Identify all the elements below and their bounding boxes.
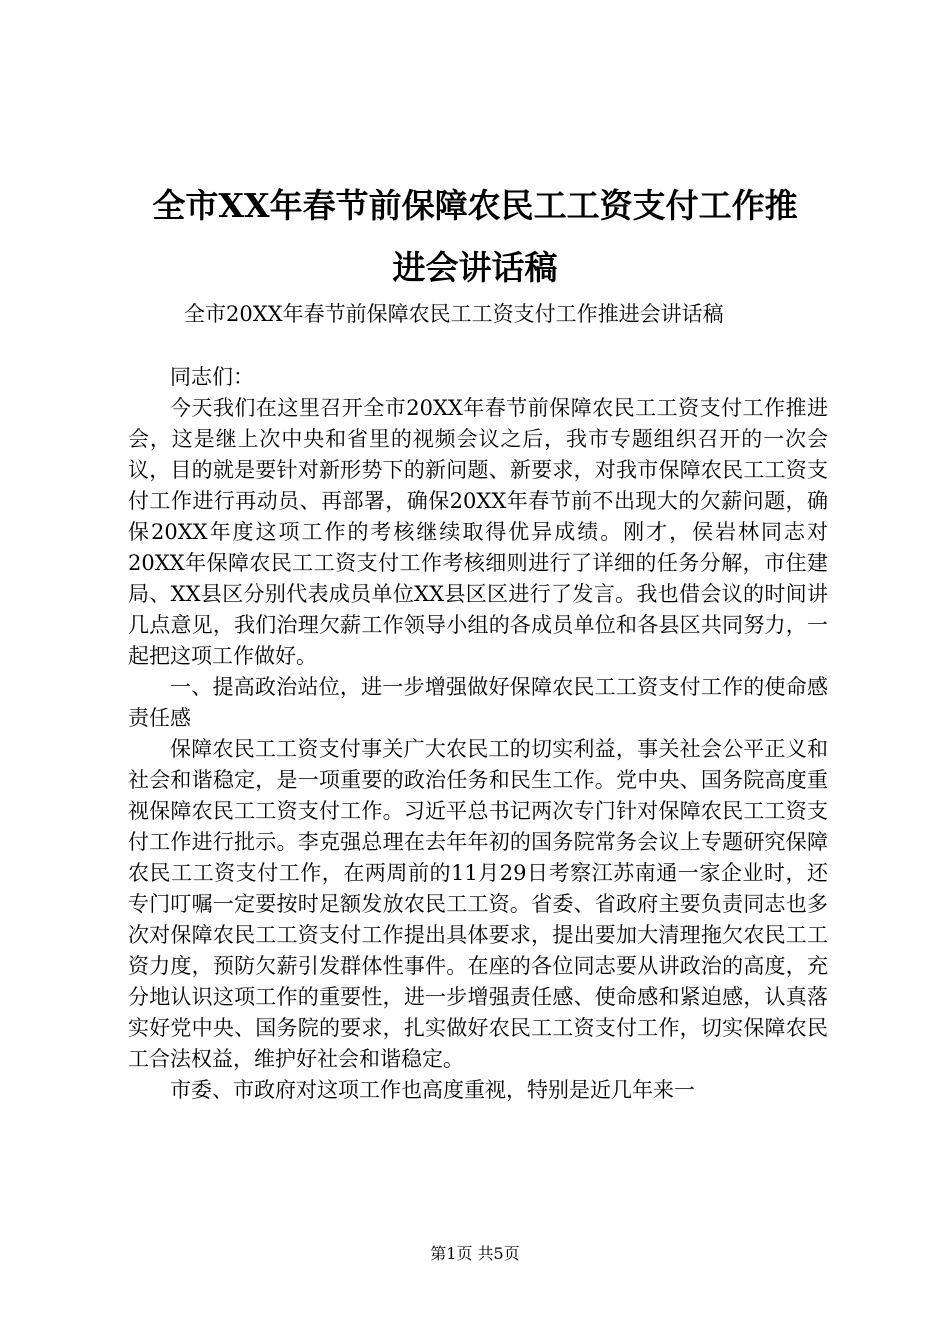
body-paragraph: 保障农民工工资支付事关广大农民工的切实利益，事关社会公平正义和社会和谐稳定，是一项重要的政治任务和民生工作。党中央、国务院高度重视保障农民工工资支付工作。习近平总书记两次专门针对保障农民工工资支付工作进行批示。李克强总理在去年年初的国务院常务会议上专题研究保障农民工工资支付工作，在两周前的11月29日考察江苏南通一家企业时，还专门叮嘱一定要按时足额发放农民工工资。省委、省政府主要负责同志也多次对保障农民工工资支付工作提出具体要求，提出要加大清理拖欠农民工工资力度，预防欠薪引发群体性事件。在座的各位同志要从讲政治的高度，充分地认识这项工作的重要性，进一步增强责任感、使命感和紧迫感，认真落实好党中央、国务院的要求，扎实做好农民工工资支付工作，切实保障农民工合法权益，维护好社会和谐稳定。	[128, 737, 828, 1071]
section-heading: 一、提高政治站位，进一步增强做好保障农民工工资支付工作的使命感责任感	[128, 675, 828, 730]
page-footer: 第1页 共5页	[430, 1244, 520, 1263]
body-paragraph: 今天我们在这里召开全市20XX年春节前保障农民工工资支付工作推进会，这是继上次中央和省里的视频会议之后，我市专题组织召开的一次会议，目的就是要针对新形势下的新问题、新要求，对我市保障农民工工资支付工作进行再动员、再部署，确保20XX年春节前不出现大的欠薪问题，确保20XX年度这项工作的考核继续取得优异成绩。刚才，侯岩林同志对20XX年保障农民工工资支付工作考核细则进行了详细的任务分解，市住建局、XX县区分别代表成员单位XX县区区进行了发言。我也借会议的时间讲几点意见，我们治理欠薪工作领导小组的各成员单位和各县区共同努力，一起把这项工作做好。	[128, 396, 828, 668]
salutation: 同志们：	[170, 365, 254, 389]
document-body	[128, 362, 828, 1106]
document-title-line-2: 进会讲话稿	[392, 248, 558, 287]
document-subtitle: 全市20XX年春节前保障农民工工资支付工作推进会讲话稿	[184, 302, 724, 326]
document-title-line-1: 全市XX年春节前保障农民工工资支付工作推	[152, 186, 798, 225]
body-paragraph: 市委、市政府对这项工作也高度重视，特别是近几年来一	[170, 1078, 695, 1102]
